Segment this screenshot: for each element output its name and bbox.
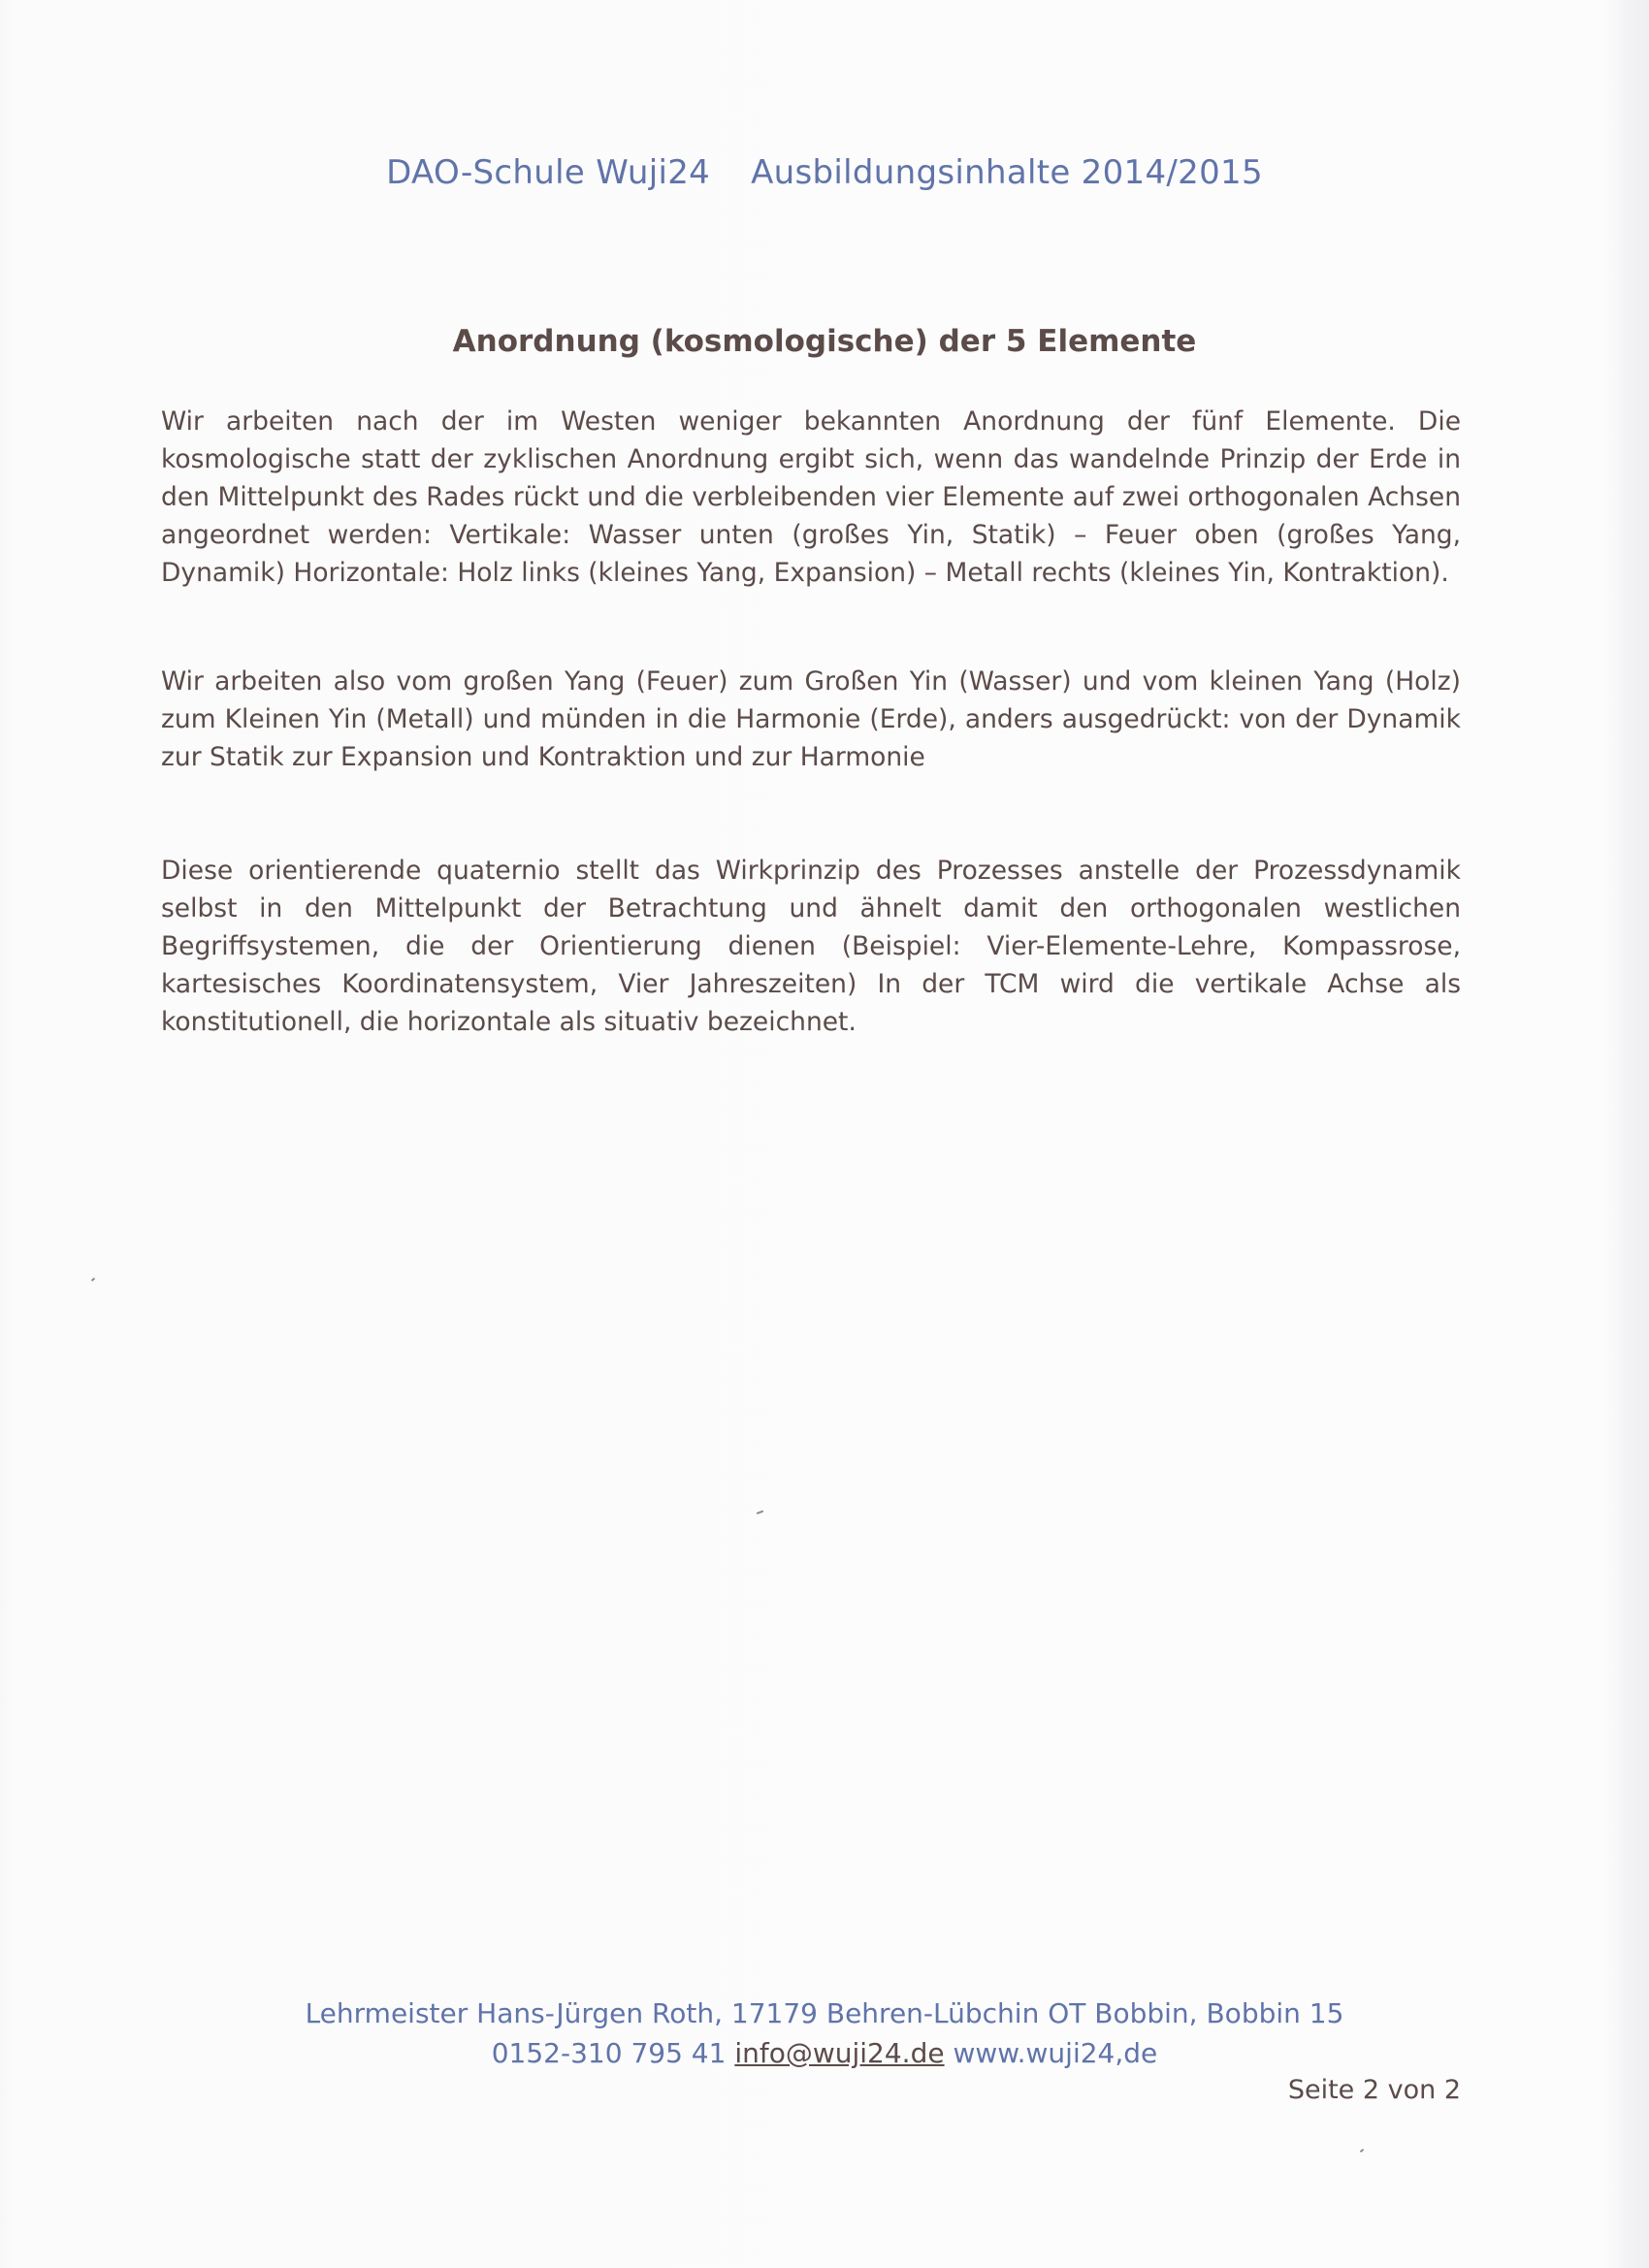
footer-address: Lehrmeister Hans-Jürgen Roth, 17179 Behren-Lübchin OT Bobbin, Bobbin 15: [305, 1997, 1344, 2029]
page-number: Seite 2 von 2: [1287, 2075, 1461, 2105]
paragraph-quaternio: Diese orientierende quaternio stellt das Wirkprinzip des Prozesses anstelle der Prozessdynamik selbst in den Mittelpunkt der Betrachtung und ähnelt damit den orthogonalen westlichen Begriffsystemen, die der Orientierung dienen (Beispiel: Vier-Elemente-Lehre, Kompassrose, kartesisches Koordinatensystem, Vier Jahreszeiten) In der TCM wird die vertikale Achse als konstitutionell, die horizontale als situativ bezeichnet.: [161, 856, 1461, 1037]
footer-phone: 0152-310 795 41: [491, 2037, 727, 2069]
footer-email-link[interactable]: info@wuji24.de: [734, 2037, 945, 2069]
footer-contact: [0, 2037, 1649, 2069]
header-school-name: DAO-Schule Wuji24: [386, 153, 711, 192]
paragraph-arrangement: Wir arbeiten nach der im Westen weniger bekannten Anordnung der fünf Elemente. Die kosmologische statt der zyklischen Anordnung ergibt sich, wenn das wandelnde Prinzip der Erde in den Mittelpunkt des Rades rückt und die verbleibenden vier Elemente auf zwei orthogonalen Achsen angeordnet werden: Vertikale: Wasser unten (großes Yin, Statik) – Feuer oben (großes Yang, Dynamik) Horizontale: Holz links (kleines Yang, Expansion) – Metall rechts (kleines Yin, Kontraktion).: [161, 406, 1461, 588]
scan-speck: [757, 1510, 763, 1514]
document-title: Anordnung (kosmologische) der 5 Elemente: [452, 324, 1197, 359]
scan-speck: [1360, 2149, 1364, 2153]
scan-speck: [91, 1278, 95, 1281]
footer-website: www.wuji24,de: [953, 2037, 1158, 2069]
page-header: [0, 153, 1649, 192]
header-subtitle: Ausbildungsinhalte 2014/2015: [751, 153, 1263, 192]
paragraph-working-order: Wir arbeiten also vom großen Yang (Feuer) zum Großen Yin (Wasser) und vom kleinen Yang (Holz) zum Kleinen Yin (Metall) und münden in die Harmonie (Erde), anders ausgedrückt: von der Dynamik zur Statik zur Expansion und Kontraktion und zur Harmonie: [161, 666, 1461, 772]
